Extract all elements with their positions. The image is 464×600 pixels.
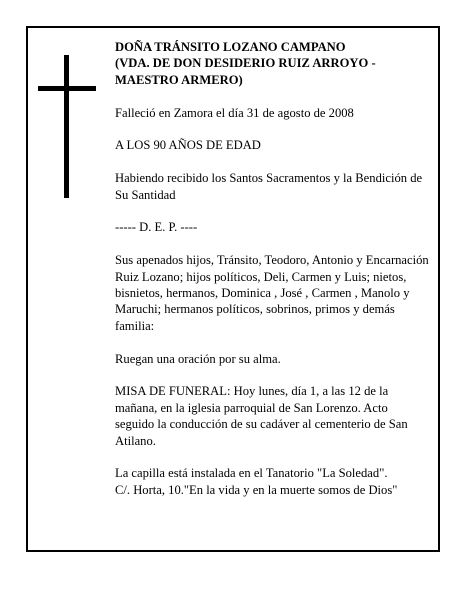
cross-icon-bar xyxy=(38,86,96,91)
widow-line-2: MAESTRO ARMERO) xyxy=(115,72,243,87)
chapel-line-2: C/. Horta, 10."En la vida y en la muerte somos de Dios" xyxy=(115,482,398,497)
rip-line: ----- D. E. P. ---- xyxy=(115,220,198,235)
age-info: A LOS 90 AÑOS DE EDAD xyxy=(115,138,261,153)
prayer-text: Ruegan una oración por su alma. xyxy=(115,351,281,366)
family-text: Sus apenados hijos, Tránsito, Teodoro, Antonio y Encarnación Ruiz Lozano; hijos políticos, Deli, Carmen y Luis; nietos, bisnietos, hermanos, Dominica , José , Carmen , Manolo y Maruchi; hermanos políticos, sobrinos, primos y demás familia: xyxy=(115,253,429,333)
cross-icon xyxy=(64,55,69,198)
heading-block xyxy=(115,39,430,88)
sacraments-text: Habiendo recibido los Santos Sacramentos y la Bendición de Su Santidad xyxy=(115,171,423,202)
deceased-name: DOÑA TRÁNSITO LOZANO CAMPANO xyxy=(115,40,346,54)
death-info: Falleció en Zamora el día 31 de agosto de 2008 xyxy=(115,105,354,120)
obituary-text xyxy=(115,39,430,498)
funeral-mass-text: MISA DE FUNERAL: Hoy lunes, día 1, a las 12 de la mañana, en la iglesia parroquial de San Lorenzo. Acto seguido la conducción de su cadáver al cementerio de San Atilano. xyxy=(115,384,408,448)
chapel-line-1: La capilla está instalada en el Tanatorio "La Soledad". xyxy=(115,466,388,481)
chapel-block xyxy=(115,465,430,498)
widow-line-1: (VDA. DE DON DESIDERIO RUIZ ARROYO - xyxy=(115,56,376,71)
